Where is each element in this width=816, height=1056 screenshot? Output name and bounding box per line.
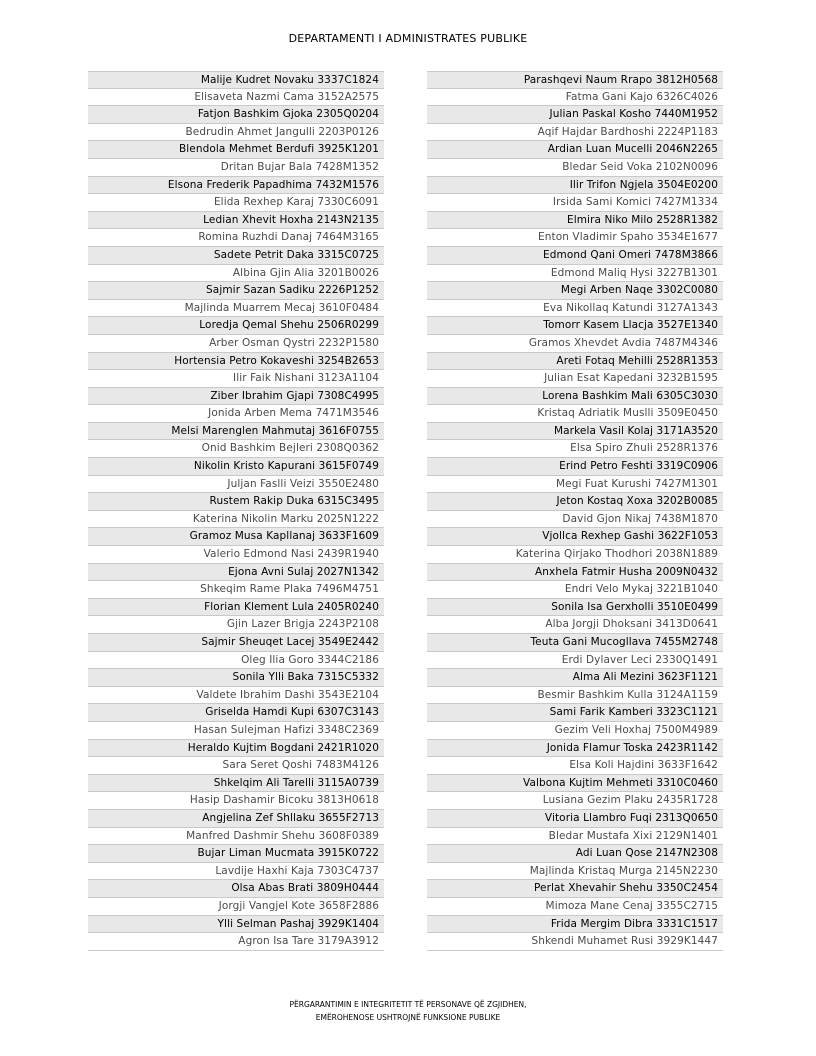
list-item: Mimoza Mane Cenaj 3355C2715 [427,898,723,916]
list-item: Olsa Abas Brati 3809H0444 [88,880,384,898]
list-item: Malije Kudret Novaku 3337C1824 [88,71,384,89]
list-item: Ejona Avni Sulaj 2027N1342 [88,564,384,582]
list-item: Ylli Selman Pashaj 3929K1404 [88,916,384,934]
list-item: Sami Farik Kamberi 3323C1121 [427,704,723,722]
list-item: Anxhela Fatmir Husha 2009N0432 [427,564,723,582]
list-item: Albina Gjin Alia 3201B0026 [88,265,384,283]
list-item: Alma Ali Mezini 3623F1121 [427,669,723,687]
list-item: Majlinda Muarrem Mecaj 3610F0484 [88,300,384,318]
list-item: Gramos Xhevdet Avdia 7487M4346 [427,335,723,353]
footer-line-1: PËRGARANTIMIN E INTEGRITETIT TË PERSONAVE QË ZGJIDHEN, [289,1000,527,1009]
list-item: Erdi Dylaver Leci 2330Q1491 [427,652,723,670]
list-item: Aqif Hajdar Bardhoshi 2224P1183 [427,124,723,142]
list-item: Rustem Rakip Duka 6315C3495 [88,493,384,511]
list-item: Elmira Niko Milo 2528R1382 [427,212,723,230]
list-item: Gjin Lazer Brigja 2243P2108 [88,616,384,634]
list-item: Majlinda Kristaq Murga 2145N2230 [427,863,723,881]
list-item: Melsi Marenglen Mahmutaj 3616F0755 [88,423,384,441]
list-item: Elsa Koli Hajdini 3633F1642 [427,757,723,775]
list-item: Vjollca Rexhep Gashi 3622F1053 [427,528,723,546]
list-item: Florian Klement Lula 2405R0240 [88,599,384,617]
list-item: Agron Isa Tare 3179A3912 [88,933,384,951]
list-item: Oleg Ilia Goro 3344C2186 [88,652,384,670]
list-item: Sajmir Sheuqet Lacej 3549E2442 [88,634,384,652]
list-item: Tomorr Kasem Llacja 3527E1340 [427,317,723,335]
list-item: Angjelina Zef Shllaku 3655F2713 [88,810,384,828]
list-item: Sara Seret Qoshi 7483M4126 [88,757,384,775]
list-item: Erind Petro Feshti 3319C0906 [427,458,723,476]
list-item: Bledar Seid Voka 2102N0096 [427,159,723,177]
list-item: Eva Nikollaq Katundi 3127A1343 [427,300,723,318]
list-item: Elsona Frederik Papadhima 7432M1576 [88,177,384,195]
list-item: David Gjon Nikaj 7438M1870 [427,511,723,529]
list-item: Fatjon Bashkim Gjoka 2305Q0204 [88,106,384,124]
list-item: Jorgji Vangjel Kote 3658F2886 [88,898,384,916]
list-item: Hasip Dashamir Bicoku 3813H0618 [88,792,384,810]
list-item: Romina Ruzhdi Danaj 7464M3165 [88,229,384,247]
list-item: Bledar Mustafa Xixi 2129N1401 [427,828,723,846]
list-item: Valdete Ibrahim Dashi 3543E2104 [88,687,384,705]
page-title: DEPARTAMENTI I ADMINISTRATES PUBLIKE [288,32,528,45]
list-item: Jeton Kostaq Xoxa 3202B0085 [427,493,723,511]
list-item: Megi Fuat Kurushi 7427M1301 [427,476,723,494]
list-item: Irsida Sami Komici 7427M1334 [427,194,723,212]
list-item: Kristaq Adriatik Muslli 3509E0450 [427,405,723,423]
list-item: Shkendi Muhamet Rusi 3929K1447 [427,933,723,951]
list-item: Onid Bashkim Bejleri 2308Q0362 [88,440,384,458]
list-item: Markela Vasil Kolaj 3171A3520 [427,423,723,441]
list-item: Julian Esat Kapedani 3232B1595 [427,370,723,388]
list-item: Valbona Kujtim Mehmeti 3310C0460 [427,775,723,793]
list-item: Lorena Bashkim Mali 6305C3030 [427,388,723,406]
list-item: Areti Fotaq Mehilli 2528R1353 [427,353,723,371]
list-item: Katerina Qirjako Thodhori 2038N1889 [427,546,723,564]
list-item: Gramoz Musa Kapllanaj 3633F1609 [88,528,384,546]
list-item: Sonila Ylli Baka 7315C5332 [88,669,384,687]
list-item: Edmond Maliq Hysi 3227B1301 [427,265,723,283]
list-item: Katerina Nikolin Marku 2025N1222 [88,511,384,529]
list-item: Heraldo Kujtim Bogdani 2421R1020 [88,740,384,758]
list-item: Manfred Dashmir Shehu 3608F0389 [88,828,384,846]
left-name-list [88,71,384,951]
list-item: Juljan Faslli Veizi 3550E2480 [88,476,384,494]
list-item: Julian Paskal Kosho 7440M1952 [427,106,723,124]
list-item: Ardian Luan Mucelli 2046N2265 [427,141,723,159]
list-item: Parashqevi Naum Rrapo 3812H0568 [427,71,723,89]
list-item: Elida Rexhep Karaj 7330C6091 [88,194,384,212]
list-item: Perlat Xhevahir Shehu 3350C2454 [427,880,723,898]
list-item: Endri Velo Mykaj 3221B1040 [427,581,723,599]
list-item: Fatma Gani Kajo 6326C4026 [427,89,723,107]
list-item: Besmir Bashkim Kulla 3124A1159 [427,687,723,705]
list-item: Sajmir Sazan Sadiku 2226P1252 [88,282,384,300]
list-item: Enton Vladimir Spaho 3534E1677 [427,229,723,247]
list-item: Ilir Faik Nishani 3123A1104 [88,370,384,388]
list-item: Dritan Bujar Bala 7428M1352 [88,159,384,177]
list-item: Edmond Qani Omeri 7478M3866 [427,247,723,265]
list-item: Griselda Hamdi Kupi 6307C3143 [88,704,384,722]
page-footer [0,998,816,1024]
list-item: Loredja Qemal Shehu 2506R0299 [88,317,384,335]
list-item: Nikolin Kristo Kapurani 3615F0749 [88,458,384,476]
list-item: Shkeqim Rame Plaka 7496M4751 [88,581,384,599]
list-item: Jonida Arben Mema 7471M3546 [88,405,384,423]
list-item: Megi Arben Naqe 3302C0080 [427,282,723,300]
list-item: Sonila Isa Gerxholli 3510E0499 [427,599,723,617]
list-item: Blendola Mehmet Berdufi 3925K1201 [88,141,384,159]
list-item: Adi Luan Qose 2147N2308 [427,845,723,863]
list-item: Elsa Spiro Zhuli 2528R1376 [427,440,723,458]
list-item: Hasan Sulejman Hafizi 3348C2369 [88,722,384,740]
list-item: Vitoria Llambro Fuqi 2313Q0650 [427,810,723,828]
footer-line-2: EMËROHENOSE USHTROJNË FUNKSIONE PUBLIKE [315,1013,501,1022]
list-item: Lavdije Haxhi Kaja 7303C4737 [88,863,384,881]
list-item: Ledian Xhevit Hoxha 2143N2135 [88,212,384,230]
list-item: Shkelqim Ali Tarelli 3115A0739 [88,775,384,793]
list-item: Sadete Petrit Daka 3315C0725 [88,247,384,265]
list-item: Valerio Edmond Nasi 2439R1940 [88,546,384,564]
list-item: Alba Jorgji Dhoksani 3413D0641 [427,616,723,634]
list-item: Arber Osman Qystri 2232P1580 [88,335,384,353]
list-item: Frida Mergim Dibra 3331C1517 [427,916,723,934]
list-item: Gezim Veli Hoxhaj 7500M4989 [427,722,723,740]
right-name-list [427,71,723,951]
list-item: Ziber Ibrahim Gjapi 7308C4995 [88,388,384,406]
list-item: Jonida Flamur Toska 2423R1142 [427,740,723,758]
list-item: Bedrudin Ahmet Jangulli 2203P0126 [88,124,384,142]
list-item: Lusiana Gezim Plaku 2435R1728 [427,792,723,810]
list-item: Ilir Trifon Ngjela 3504E0200 [427,177,723,195]
list-item: Bujar Liman Mucmata 3915K0722 [88,845,384,863]
list-item: Elisaveta Nazmi Cama 3152A2575 [88,89,384,107]
list-item: Teuta Gani Mucogllava 7455M2748 [427,634,723,652]
list-item: Hortensia Petro Kokaveshi 3254B2653 [88,353,384,371]
